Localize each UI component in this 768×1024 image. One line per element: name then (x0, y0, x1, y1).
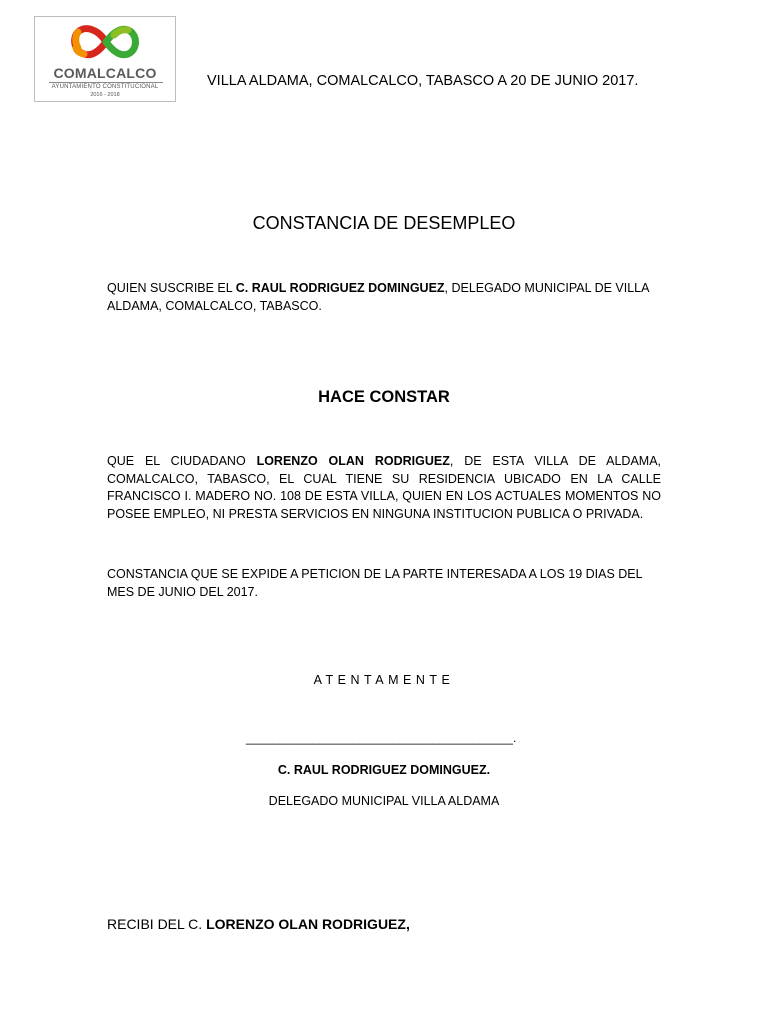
logo-subtitle: AYUNTAMIENTO CONSTITUCIONAL (51, 84, 159, 90)
infinity-logo-icon (69, 21, 143, 63)
place-date: VILLA ALDAMA, COMALCALCO, TABASCO A 20 DE JUNIO 2017. (207, 73, 639, 89)
hace-constar-heading: HACE CONSTAR (318, 388, 450, 406)
document-title: CONSTANCIA DE DESEMPLEO (252, 213, 516, 233)
logo-years: 2016 - 2018 (90, 92, 120, 98)
receipt-pre: RECIBI DEL C. (107, 916, 207, 932)
receipt-name: LORENZO OLAN RODRIGUEZ, (206, 916, 410, 932)
logo-name: COMALCALCO (53, 65, 157, 81)
signer-name-inline: C. RAUL RODRIGUEZ DOMINGUEZ (235, 281, 445, 295)
receipt-line (107, 916, 410, 932)
body-post: , DE ESTA VILLA DE ALDAMA, COMALCALCO, TABASCO, EL CUAL TIENE SU RESIDENCIA UBICADO EN LA CALLE FRANCISCO I. MADERO NO. 108 DE ESTA VILLA, QUIEN EN LOS ACTUALES MOMENTOS NO POSEE EMPLEO, NI PRESTA SERVICIOS EN NINGUNA INSTITUCION PUBLICA O PRIVADA. (107, 454, 662, 521)
signer-name: C. RAUL RODRIGUEZ DOMINGUEZ. (277, 763, 491, 777)
citizen-name: LORENZO OLAN RODRIGUEZ (256, 454, 450, 468)
intro-pre: QUIEN SUSCRIBE EL (107, 281, 236, 295)
body-paragraph (107, 453, 661, 523)
body-pre: QUE EL CIUDADANO (107, 454, 257, 468)
signature-line: ________________________________________. (246, 731, 517, 745)
municipal-logo (34, 16, 176, 102)
logo-divider (49, 82, 163, 83)
intro-paragraph (107, 280, 661, 315)
intro-post: , DELEGADO MUNICIPAL DE VILLA ALDAMA, COMALCALCO, TABASCO. (107, 281, 649, 313)
signer-role: DELEGADO MUNICIPAL VILLA ALDAMA (268, 794, 500, 808)
closing-atentamente: ATENTAMENTE (313, 673, 455, 687)
expedition-paragraph: CONSTANCIA QUE SE EXPIDE A PETICION DE LA PARTE INTERESADA A LOS 19 DIAS DEL MES DE JUNIO DEL 2017. (107, 567, 643, 599)
